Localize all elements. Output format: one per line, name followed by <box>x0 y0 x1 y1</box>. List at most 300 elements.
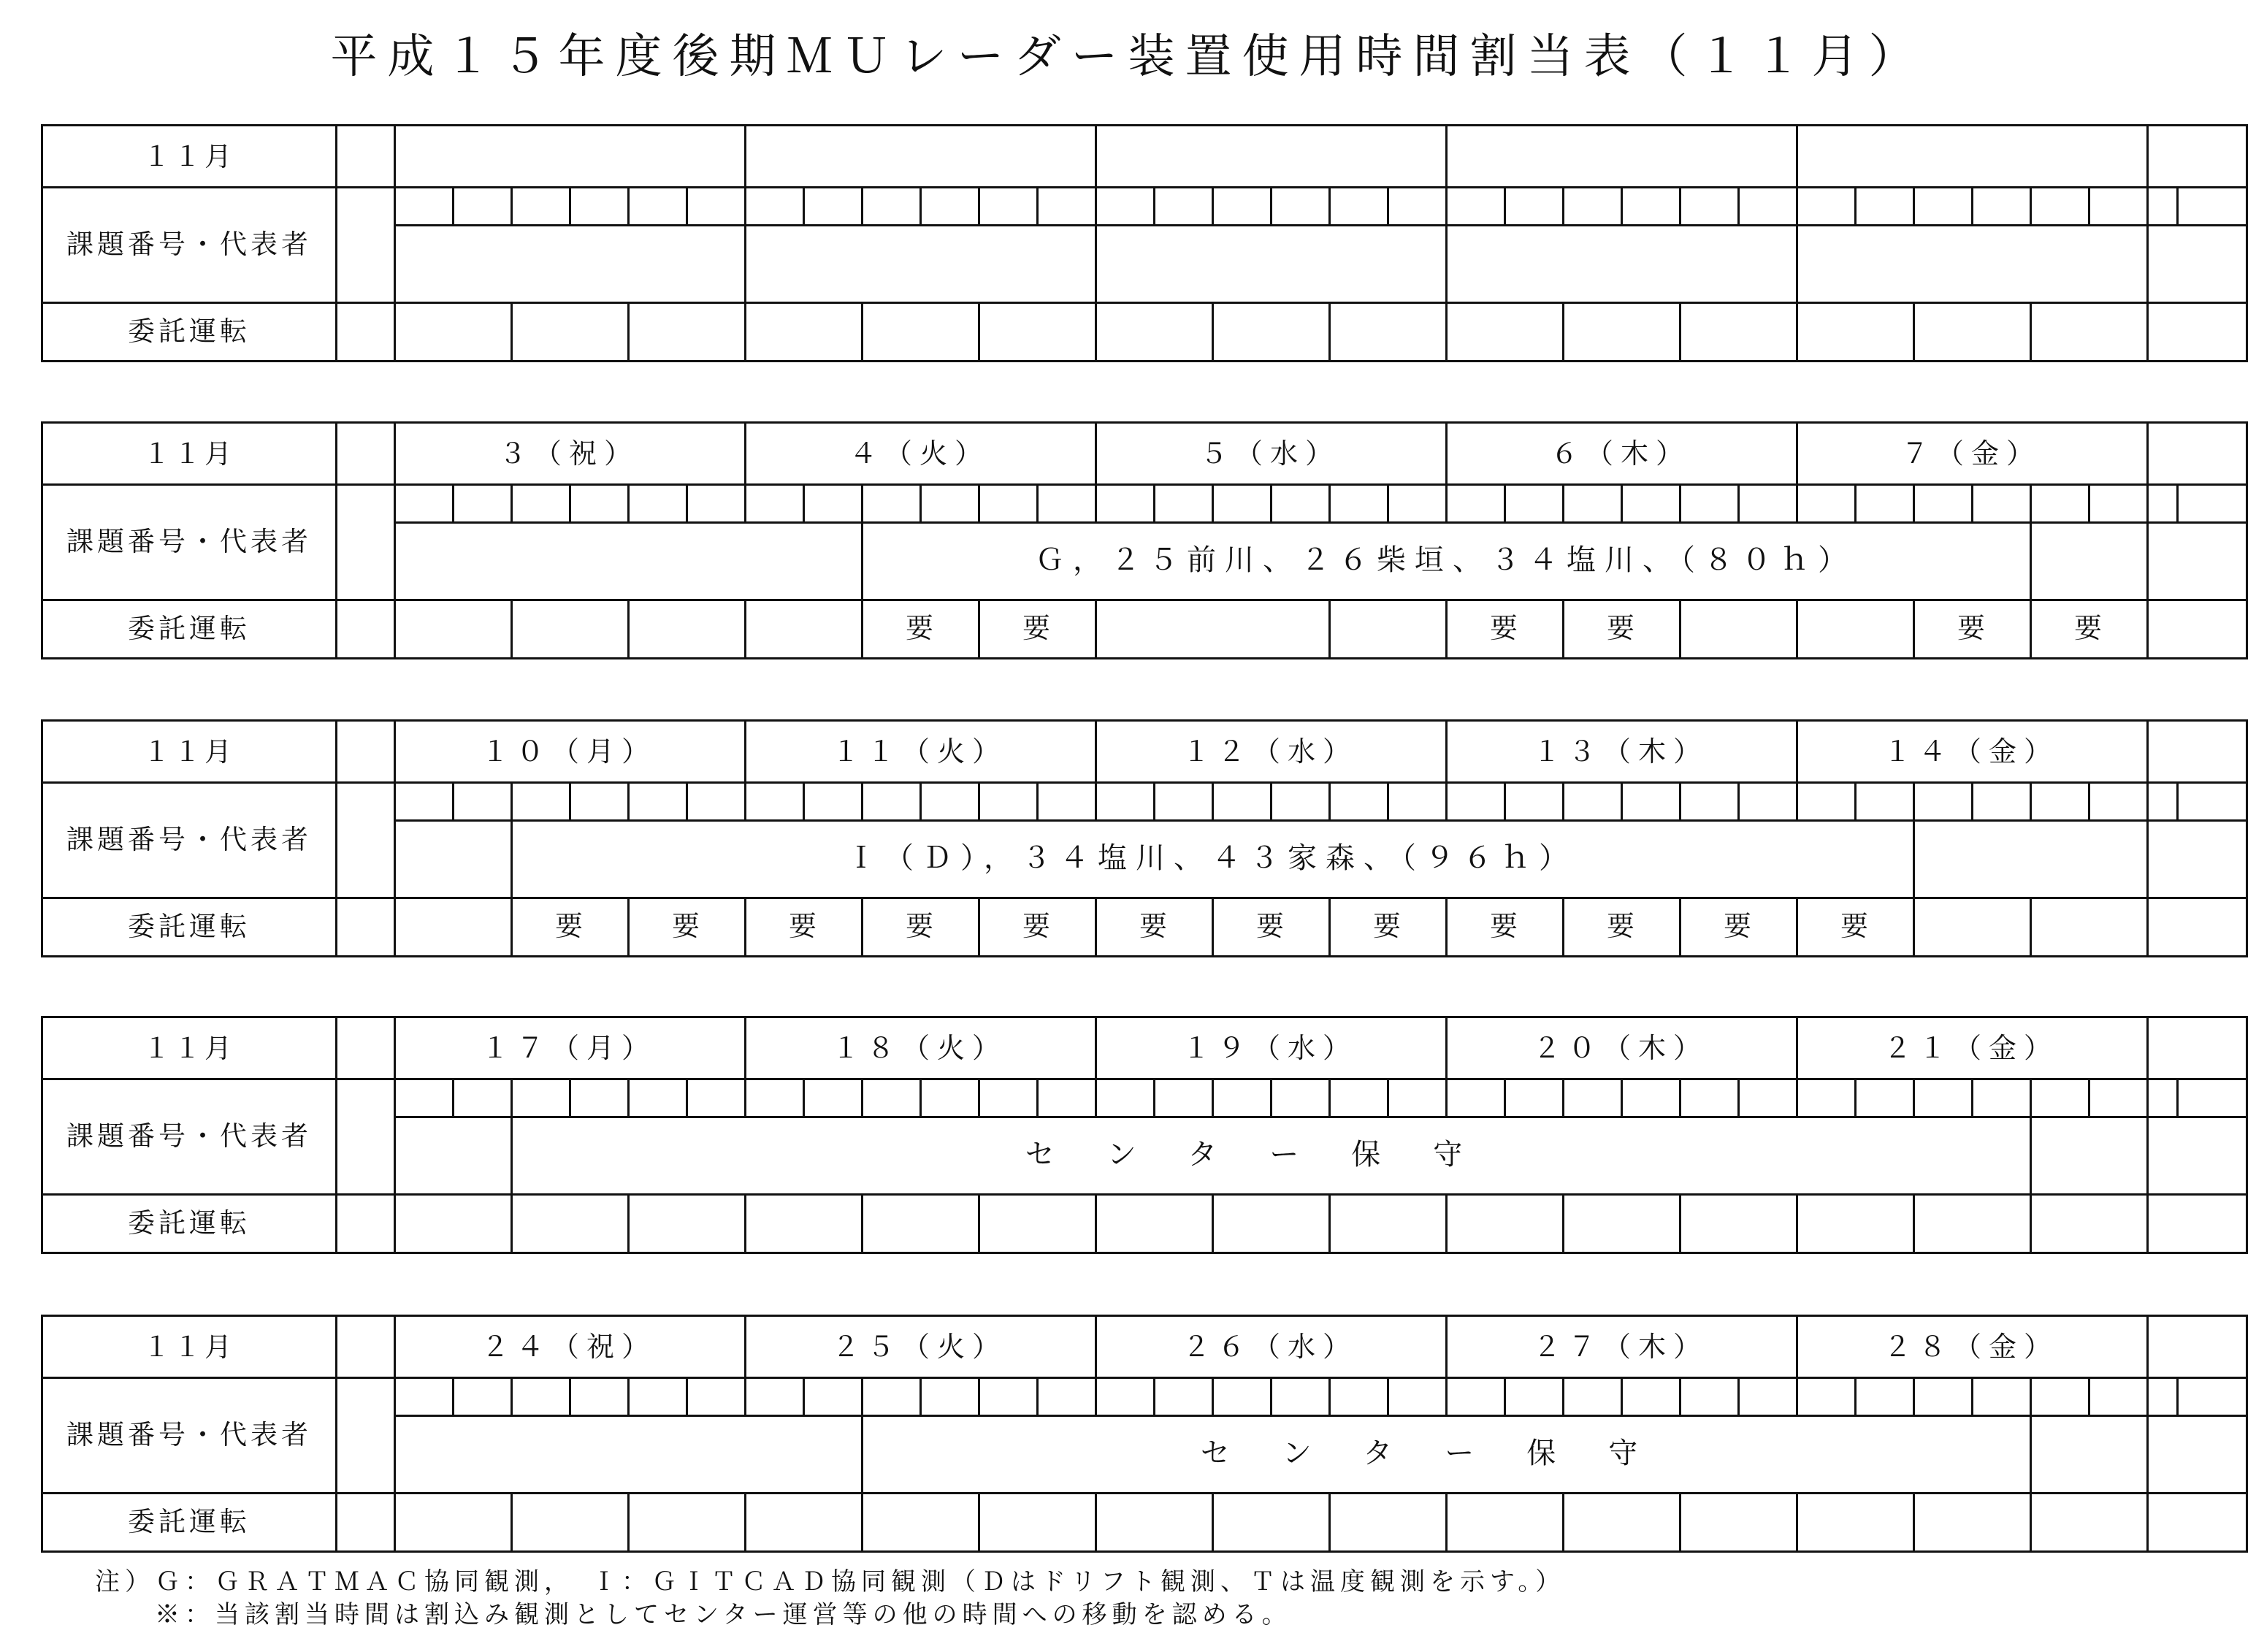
project-divider <box>1445 224 1448 302</box>
slot-tick <box>861 781 863 819</box>
commission-cell <box>861 1492 978 1550</box>
slot-tick <box>1621 483 1623 521</box>
day-header: １７（月） <box>481 1032 657 1064</box>
slot-tick <box>1445 186 1448 224</box>
commission-cell <box>1445 302 1562 360</box>
slot-tick <box>1621 1377 1623 1415</box>
slot-tick <box>2176 781 2179 819</box>
month-label: １１月 <box>143 140 235 172</box>
slot-tick <box>744 483 746 521</box>
day-header: ５（水） <box>1199 437 1340 470</box>
slot-tick <box>627 781 630 819</box>
commission-cell <box>978 302 1095 360</box>
slot-tick <box>919 483 922 521</box>
commission-cell <box>2030 897 2146 955</box>
commission-label: 委託運転 <box>128 910 251 942</box>
day-header: ６（木） <box>1550 437 1691 470</box>
slot-tick <box>978 483 980 521</box>
slot-tick <box>2030 1377 2032 1415</box>
project-divider <box>394 1116 396 1193</box>
slot-tick <box>1328 186 1331 224</box>
footnotes <box>95 1566 1565 1632</box>
slot-tick <box>1504 483 1506 521</box>
commission-cell: 要 <box>1372 910 1401 942</box>
day-header: １８（火） <box>831 1032 1007 1064</box>
slot-tick <box>569 483 571 521</box>
row-line <box>43 1078 2246 1080</box>
slot-tick <box>1679 781 1681 819</box>
slot-tick <box>2088 781 2090 819</box>
slot-tick <box>978 1377 980 1415</box>
commission-cell <box>1328 302 1445 360</box>
page-title: 平成１５年度後期ＭＵレーダー装置使用時間割当表（１１月） <box>330 30 1926 84</box>
project-assignment: Ｉ（Ｄ），３４塩川、４３家森、（９６ｈ） <box>846 841 1577 875</box>
commission-cell <box>978 1193 1095 1252</box>
slot-tick <box>1679 1078 1681 1116</box>
slot-tick <box>1095 186 1097 224</box>
slot-tick <box>569 1078 571 1116</box>
commission-cell <box>394 1193 511 1252</box>
slot-tick <box>2030 1078 2032 1116</box>
footnote-line: 注）Ｇ：ＧＲＡＴＭＡＣ協同観測， Ｉ：ＧＩＴＣＡＤ協同観測（Ｄはドリフト観測、Ｔは温度観測を示す。） <box>95 1567 1566 1596</box>
slot-tick <box>803 1377 805 1415</box>
project-assignment: センター保守 <box>1200 1437 1691 1470</box>
project-assignment: Ｇ，２５前川、２６柴垣、３４塩川、（８０ｈ） <box>1035 543 1856 577</box>
slot-tick <box>452 1377 454 1415</box>
day-header <box>744 126 1095 186</box>
slot-tick <box>1796 1377 1798 1415</box>
slot-tick <box>1854 781 1857 819</box>
row-line <box>43 781 2246 784</box>
label-divider <box>335 722 337 955</box>
commission-cell <box>744 599 861 657</box>
commission-cell: 要 <box>2073 612 2102 644</box>
slot-tick <box>1737 186 1740 224</box>
commission-cell <box>2030 1492 2146 1550</box>
commission-cell: 要 <box>1840 910 1868 942</box>
commission-cell <box>394 897 511 955</box>
slot-tick <box>1095 1377 1097 1415</box>
slot-tick <box>1971 483 1973 521</box>
commission-cell <box>978 1492 1095 1550</box>
commission-cell <box>1913 897 2030 955</box>
day-header: １４（金） <box>1883 735 2059 768</box>
slot-tick <box>2176 1078 2179 1116</box>
slot-tick <box>2030 781 2032 819</box>
slot-tick <box>744 1377 746 1415</box>
project-assignment: センター保守 <box>1025 1138 1515 1171</box>
month-label: １１月 <box>143 735 235 768</box>
slot-tick <box>1971 186 1973 224</box>
day-header: ２６（水） <box>1182 1331 1358 1363</box>
project-divider <box>1796 224 1798 302</box>
day-header: １３（木） <box>1532 735 1708 768</box>
slot-tick <box>2030 186 2032 224</box>
slot-tick <box>511 186 513 224</box>
commission-cell <box>1913 1193 2030 1252</box>
commission-cell <box>394 1492 511 1550</box>
slot-tick <box>2176 483 2179 521</box>
slot-tick <box>803 186 805 224</box>
slot-tick <box>1796 781 1798 819</box>
commission-cell <box>1095 1193 1212 1252</box>
slot-tick <box>686 1377 688 1415</box>
commission-cell <box>511 599 627 657</box>
commission-cell <box>1095 1492 1212 1550</box>
slot-tick <box>569 1377 571 1415</box>
slot-tick <box>1621 186 1623 224</box>
slot-tick <box>1153 1377 1155 1415</box>
day-header: ２０（木） <box>1532 1032 1708 1064</box>
slot-tick <box>978 781 980 819</box>
slot-tick <box>1328 483 1331 521</box>
commission-cell <box>1562 302 1679 360</box>
slot-tick <box>1212 483 1214 521</box>
slot-tick <box>1854 186 1857 224</box>
schedule-week-table <box>41 124 2248 362</box>
project-divider <box>394 819 396 897</box>
commission-cell <box>1212 302 1328 360</box>
slot-tick <box>1212 781 1214 819</box>
slot-tick <box>686 186 688 224</box>
slot-tick <box>1796 1078 1798 1116</box>
commission-cell <box>1796 1193 1913 1252</box>
project-divider <box>1095 224 1097 302</box>
slot-tick <box>1095 1078 1097 1116</box>
slot-tick <box>452 483 454 521</box>
project-divider <box>744 224 746 302</box>
slot-tick <box>1270 483 1272 521</box>
project-divider <box>2030 1415 2032 1492</box>
commission-cell: 要 <box>788 910 817 942</box>
project-divider <box>1913 819 1915 897</box>
slot-tick <box>1445 1078 1448 1116</box>
slot-tick <box>511 1078 513 1116</box>
slot-tick <box>1387 781 1389 819</box>
slot-tick <box>1212 186 1214 224</box>
row-line <box>43 1377 2246 1379</box>
slot-tick <box>1153 1078 1155 1116</box>
slot-tick <box>1212 1078 1214 1116</box>
slot-tick <box>1796 483 1798 521</box>
commission-cell <box>1328 599 1445 657</box>
slot-tick <box>2088 186 2090 224</box>
slot-tick <box>1504 781 1506 819</box>
slot-tick <box>1737 1078 1740 1116</box>
slot-tick <box>1328 1078 1331 1116</box>
schedule-week-table <box>41 719 2248 957</box>
project-label: 課題番号・代表者 <box>66 823 312 855</box>
slot-tick <box>569 186 571 224</box>
project-label: 課題番号・代表者 <box>66 228 312 260</box>
commission-cell: 要 <box>1022 612 1050 644</box>
commission-cell <box>394 599 511 657</box>
slot-tick <box>803 781 805 819</box>
row-line <box>43 186 2246 188</box>
slot-tick <box>1445 1377 1448 1415</box>
commission-cell: 要 <box>1022 910 1050 942</box>
day-header <box>394 126 744 186</box>
slot-tick <box>1679 186 1681 224</box>
commission-cell <box>1328 1492 1445 1550</box>
commission-cell: 要 <box>905 910 933 942</box>
commission-cell <box>2030 1193 2146 1252</box>
slot-tick <box>1913 483 1915 521</box>
slot-tick <box>1387 483 1389 521</box>
slot-tick <box>919 781 922 819</box>
slot-tick <box>1737 483 1740 521</box>
slot-tick <box>1854 1078 1857 1116</box>
slot-tick <box>1036 483 1039 521</box>
slot-tick <box>861 1078 863 1116</box>
day-header: １１（火） <box>831 735 1007 768</box>
day-header: １２（水） <box>1182 735 1358 768</box>
commission-cell <box>861 302 978 360</box>
slot-tick <box>1971 781 1973 819</box>
commission-cell <box>1562 1492 1679 1550</box>
slot-tick <box>2146 186 2149 224</box>
commission-divider <box>2146 1492 2149 1550</box>
slot-tick <box>744 781 746 819</box>
slot-tick <box>452 1078 454 1116</box>
commission-cell <box>1445 1492 1562 1550</box>
slot-tick <box>1913 186 1915 224</box>
month-label: １１月 <box>143 437 235 470</box>
project-label: 課題番号・代表者 <box>66 1120 312 1152</box>
slot-tick <box>803 1078 805 1116</box>
slot-tick <box>1504 1377 1506 1415</box>
commission-cell <box>744 302 861 360</box>
commission-cell <box>744 1193 861 1252</box>
slot-tick <box>1562 186 1564 224</box>
commission-cell <box>1796 302 1913 360</box>
label-divider <box>335 126 337 360</box>
commission-cell: 要 <box>1723 910 1751 942</box>
commission-cell <box>1328 1193 1445 1252</box>
project-divider <box>2030 521 2032 599</box>
slot-tick <box>861 186 863 224</box>
commission-cell <box>1679 1193 1796 1252</box>
commission-divider <box>2146 302 2149 360</box>
day-header: ３（祝） <box>498 437 639 470</box>
slot-tick <box>1562 483 1564 521</box>
slot-tick <box>1504 186 1506 224</box>
day-header: ２４（祝） <box>481 1331 657 1363</box>
slot-tick <box>1562 1078 1564 1116</box>
day-header: ２７（木） <box>1532 1331 1708 1363</box>
commission-label: 委託運転 <box>128 1207 251 1239</box>
slot-tick <box>1504 1078 1506 1116</box>
slot-tick <box>511 483 513 521</box>
slot-tick <box>1387 1078 1389 1116</box>
slot-tick <box>1913 1377 1915 1415</box>
slot-tick <box>1621 1078 1623 1116</box>
commission-divider <box>2146 1193 2149 1252</box>
commission-cell: 要 <box>1489 612 1518 644</box>
commission-cell <box>744 1492 861 1550</box>
project-divider <box>2146 224 2149 302</box>
commission-cell: 要 <box>1255 910 1284 942</box>
commission-cell <box>394 302 511 360</box>
commission-cell <box>1913 302 2030 360</box>
slot-tick <box>1270 186 1272 224</box>
day-header: ４（火） <box>849 437 990 470</box>
slot-tick <box>2146 781 2149 819</box>
slot-tick <box>1679 483 1681 521</box>
project-divider <box>394 521 396 599</box>
slot-tick <box>1095 781 1097 819</box>
slot-row-line <box>394 224 2246 226</box>
footnote-line: ※：当該割当時間は割込み観測としてセンター運営等の他の時間への移動を認める。 <box>95 1599 1292 1629</box>
slot-tick <box>686 483 688 521</box>
slot-tick <box>511 781 513 819</box>
commission-divider <box>2146 599 2149 657</box>
slot-tick <box>569 781 571 819</box>
project-label: 課題番号・代表者 <box>66 1418 312 1450</box>
slot-tick <box>686 1078 688 1116</box>
commission-cell <box>1913 1492 2030 1550</box>
slot-tick <box>1036 1377 1039 1415</box>
commission-cell <box>1212 1492 1328 1550</box>
slot-tick <box>1737 781 1740 819</box>
slot-tick <box>2088 1078 2090 1116</box>
slot-tick <box>627 186 630 224</box>
commission-cell <box>1445 1193 1562 1252</box>
slot-tick <box>2176 186 2179 224</box>
day-header: ２１（金） <box>1883 1032 2059 1064</box>
slot-tick <box>2146 483 2149 521</box>
slot-tick <box>919 1078 922 1116</box>
slot-tick <box>1036 781 1039 819</box>
month-label: １１月 <box>143 1032 235 1064</box>
commission-label: 委託運転 <box>128 612 251 644</box>
slot-tick <box>1153 186 1155 224</box>
slot-tick <box>2088 483 2090 521</box>
slot-tick <box>1562 781 1564 819</box>
slot-tick <box>2146 1078 2149 1116</box>
slot-tick <box>2146 1377 2149 1415</box>
slot-tick <box>2030 483 2032 521</box>
commission-cell <box>1679 1492 1796 1550</box>
commission-cell: 要 <box>1489 910 1518 942</box>
slot-tick <box>744 186 746 224</box>
commission-cell <box>627 1492 744 1550</box>
schedule-week-table <box>41 421 2248 659</box>
day-header: ２８（金） <box>1883 1331 2059 1363</box>
slot-tick <box>2176 1377 2179 1415</box>
commission-cell <box>1796 599 1913 657</box>
slot-tick <box>686 781 688 819</box>
project-label: 課題番号・代表者 <box>66 525 312 557</box>
commission-cell <box>2030 302 2146 360</box>
slot-tick <box>452 186 454 224</box>
month-label: １１月 <box>143 1331 235 1363</box>
label-divider <box>335 424 337 657</box>
commission-cell <box>627 302 744 360</box>
commission-cell <box>627 599 744 657</box>
commission-label: 委託運転 <box>128 1505 251 1537</box>
commission-cell: 要 <box>1606 612 1634 644</box>
slot-tick <box>627 1078 630 1116</box>
schedule-week-table <box>41 1016 2248 1254</box>
slot-tick <box>1270 781 1272 819</box>
commission-cell <box>511 302 627 360</box>
day-header <box>1796 126 2146 186</box>
commission-cell <box>511 1193 627 1252</box>
commission-cell <box>1679 599 1796 657</box>
slot-tick <box>627 1377 630 1415</box>
commission-cell <box>1095 599 1328 657</box>
slot-tick <box>861 483 863 521</box>
project-divider <box>394 224 396 302</box>
slot-tick <box>1621 781 1623 819</box>
day-header: ２５（火） <box>831 1331 1007 1363</box>
commission-cell <box>1095 302 1212 360</box>
slot-tick <box>627 483 630 521</box>
day-header: １０（月） <box>481 735 657 768</box>
commission-cell: 要 <box>1606 910 1634 942</box>
commission-cell <box>1679 302 1796 360</box>
slot-tick <box>2088 1377 2090 1415</box>
commission-cell <box>1796 1492 1913 1550</box>
slot-tick <box>803 483 805 521</box>
slot-tick <box>978 1078 980 1116</box>
slot-tick <box>1153 483 1155 521</box>
slot-tick <box>1971 1377 1973 1415</box>
commission-cell: 要 <box>671 910 700 942</box>
row-line <box>43 483 2246 486</box>
label-divider <box>335 1317 337 1550</box>
slot-tick <box>1854 1377 1857 1415</box>
slot-tick <box>1270 1078 1272 1116</box>
commission-divider <box>2146 897 2149 955</box>
commission-cell: 要 <box>1957 612 1985 644</box>
commission-label: 委託運転 <box>128 315 251 347</box>
slot-tick <box>511 1377 513 1415</box>
commission-cell <box>627 1193 744 1252</box>
slot-tick <box>919 186 922 224</box>
slot-tick <box>1562 1377 1564 1415</box>
slot-tick <box>744 1078 746 1116</box>
slot-tick <box>1036 1078 1039 1116</box>
slot-tick <box>861 1377 863 1415</box>
slot-tick <box>1445 781 1448 819</box>
slot-tick <box>1212 1377 1214 1415</box>
project-divider <box>394 1415 396 1492</box>
schedule-week-table <box>41 1315 2248 1553</box>
slot-tick <box>1737 1377 1740 1415</box>
commission-cell <box>1562 1193 1679 1252</box>
commission-cell: 要 <box>905 612 933 644</box>
slot-tick <box>1387 1377 1389 1415</box>
day-header: ７（金） <box>1900 437 2041 470</box>
slot-tick <box>1913 1078 1915 1116</box>
commission-cell <box>1212 1193 1328 1252</box>
commission-cell: 要 <box>554 910 583 942</box>
day-header <box>1095 126 1445 186</box>
slot-tick <box>1445 483 1448 521</box>
slot-tick <box>978 186 980 224</box>
day-header: １９（水） <box>1182 1032 1358 1064</box>
slot-tick <box>452 781 454 819</box>
slot-tick <box>1270 1377 1272 1415</box>
slot-tick <box>1328 1377 1331 1415</box>
commission-cell <box>861 1193 978 1252</box>
slot-tick <box>1679 1377 1681 1415</box>
slot-tick <box>1854 483 1857 521</box>
slot-tick <box>1036 186 1039 224</box>
day-header <box>1445 126 1796 186</box>
